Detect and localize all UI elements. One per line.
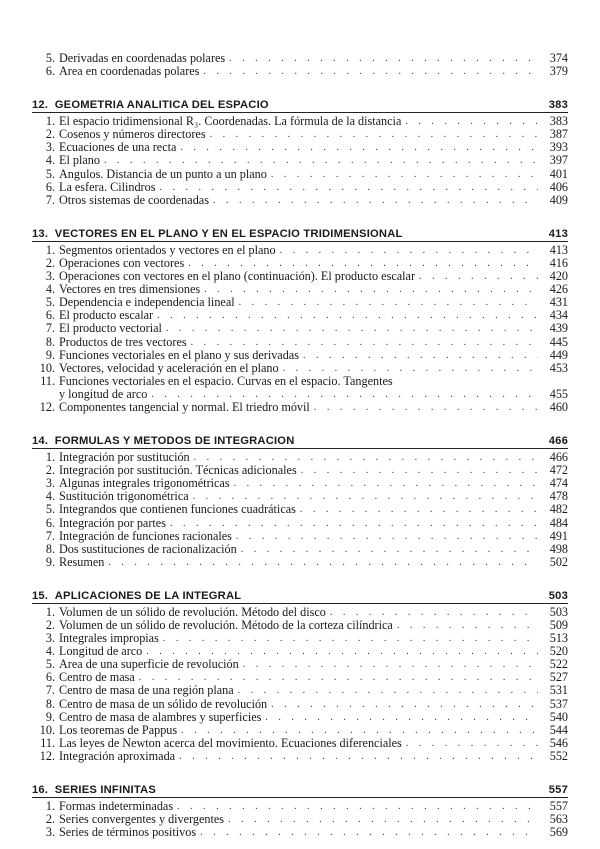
dot-leader [166,322,538,335]
chapter-heading-text [32,784,156,796]
entry-title-continued: y longitud de arco [59,386,148,401]
entry-title: La esfera. Cilindros [59,179,156,194]
entry-title: Otros sistemas de coordenadas [59,192,209,207]
entry-number: 8. [45,696,55,711]
chapter-heading-text [32,228,403,240]
toc-entry[interactable] [32,750,568,763]
toc-entry[interactable] [32,401,568,414]
dot-leader [234,477,538,490]
entry-page-number: 491 [549,528,568,543]
entry-title: Funciones vectoriales en el plano y sus derivadas [59,347,299,362]
dot-leader [314,401,538,414]
entry-page-number: 540 [549,709,568,724]
entry-title: Ecuaciones de una recta [59,140,177,155]
entry-page-number: 449 [549,347,568,362]
entry-number: 10. [39,722,55,737]
entry-page-number: 522 [549,657,568,672]
entry-number: 2. [45,463,55,478]
entry-page-number: 552 [549,748,568,763]
entry-page-number: 413 [549,242,568,257]
dot-leader [300,503,538,516]
chapter-heading[interactable] [32,779,568,796]
entry-number: 9. [45,709,55,724]
entry-page-number: 387 [549,127,568,142]
chapter-section [32,430,568,569]
entry-number: 1. [45,114,55,129]
entry-title: Integración por sustitución [59,450,190,465]
dot-leader [177,800,538,813]
entry-page-number: 498 [549,541,568,556]
dot-leader [157,309,538,322]
entry-page-number: 439 [549,321,568,336]
entry-title: Cosenos y números directores [59,127,206,142]
entry-page-number: 466 [549,450,568,465]
entry-page-number: 434 [549,308,568,323]
entry-page-number: 531 [549,683,568,698]
dot-leader [213,194,538,207]
entry-title: Productos de tres vectores [59,334,187,349]
entry-number: 5. [45,166,55,181]
dot-leader [204,283,538,296]
toc-entry[interactable] [32,684,568,697]
chapter-divider [32,241,568,242]
entry-page-number: 460 [549,399,568,414]
entry-page-number: 401 [549,166,568,181]
toc-entry[interactable] [32,556,568,569]
entry-title: Integrales impropias [59,631,159,646]
dot-leader [229,52,538,65]
chapter-page-number: 466 [548,435,568,448]
entry-number: 2. [45,255,55,270]
entry-page-number: 478 [549,489,568,504]
entry-title: Area de una superficie de revolución [59,657,239,672]
entry-number: 8. [45,334,55,349]
dot-leader [203,65,538,78]
chapter-section [32,52,568,78]
chapter-heading[interactable] [32,430,568,447]
entry-number: 10. [39,360,55,375]
entry-page-number: 546 [549,735,568,750]
entry-title: Centro de masa de un sólido de revolución [59,696,268,711]
toc-entry[interactable] [32,517,568,530]
entry-title: Volumen de un sólido de revolución. Método del disco [59,604,326,619]
chapter-title: VECTORES EN EL PLANO Y EN EL ESPACIO TRIDIMENSIONAL [54,227,403,240]
toc-entry[interactable] [32,530,568,543]
dot-leader [419,270,538,283]
entry-number: 9. [45,554,55,569]
toc-entry[interactable] [32,543,568,556]
toc-entry[interactable] [32,826,568,839]
chapter-number: 16. [32,784,49,797]
dot-leader [271,698,538,711]
entry-title: El producto vectorial [59,321,162,336]
table-of-contents [32,52,568,839]
toc-entry[interactable] [32,322,568,335]
entry-title: Operaciones con vectores en el plano (continuación). El producto escalar [59,269,415,284]
entry-title: Operaciones con vectores [59,255,185,270]
entry-number: 5. [45,657,55,672]
entry-title: Integración aproximada [59,748,176,763]
entry-page-number: 445 [549,334,568,349]
dot-leader [191,336,538,349]
entry-number: 6. [45,64,55,79]
entry-page-number: 453 [549,360,568,375]
entry-page-number: 544 [549,722,568,737]
entry-page-number: 409 [549,192,568,207]
entry-title: Series de términos positivos [59,825,197,840]
entry-number: 4. [45,282,55,297]
entry-page-number: 426 [549,282,568,297]
dot-leader [283,362,538,375]
chapter-section [32,94,568,207]
entry-page-number: 416 [549,255,568,270]
entry-title: Centro de masa [59,670,135,685]
dot-leader [236,530,538,543]
entry-number: 7. [45,321,55,336]
entry-title: Integración por sustitución. Técnicas adicionales [59,463,297,478]
entry-page-number: 502 [549,554,568,569]
toc-entry[interactable] [32,154,568,167]
dot-leader [179,750,538,763]
chapter-number: 12. [32,99,49,112]
entry-page-number: 406 [549,179,568,194]
entry-title: Longitud de arco [59,644,143,659]
chapter-heading[interactable] [32,94,568,111]
entry-title: Dependencia e independencia lineal [59,295,235,310]
entry-title: Segmentos orientados y vectores en el plano [59,242,276,257]
entry-title: Sustitución trigonométrica [59,489,189,504]
toc-entry[interactable] [32,724,568,737]
entry-page-number: 513 [549,631,568,646]
entry-page-number: 383 [549,114,568,129]
entry-number: 5. [45,295,55,310]
entry-number: 4. [45,644,55,659]
toc-entry[interactable] [32,349,568,362]
entry-number: 4. [45,489,55,504]
chapter-number: 13. [32,227,49,240]
chapter-heading[interactable] [32,223,568,240]
chapter-divider [32,603,568,604]
dot-leader [163,632,538,645]
toc-entry[interactable] [32,181,568,194]
entry-page-number: 520 [549,644,568,659]
entry-number: 5. [45,502,55,517]
dot-leader [271,168,538,181]
entry-number: 12. [39,748,55,763]
dot-leader [170,517,538,530]
dot-leader [159,181,538,194]
entry-title: Centro de masa de alambres y superficies [59,709,262,724]
entry-number: 1. [45,242,55,257]
dot-leader [280,244,538,257]
chapter-heading-text [32,99,269,111]
entry-title: Algunas integrales trigonométricas [59,476,230,491]
chapter-section [32,585,568,763]
entry-number: 2. [45,812,55,827]
entry-number: 6. [45,670,55,685]
chapter-number: 14. [32,435,49,448]
entry-number: 3. [45,825,55,840]
entry-number: 11. [40,373,55,388]
toc-entry[interactable] [32,698,568,711]
entry-number: 1. [45,604,55,619]
entry-number: 6. [45,515,55,530]
dot-leader [151,388,538,401]
toc-entry[interactable] [32,711,568,724]
entry-page-number: 379 [549,64,568,79]
entry-title: Centro de masa de una región plana [59,683,234,698]
entry-number: 7. [45,683,55,698]
entry-title: Resumen [59,554,105,569]
chapter-title: FORMULAS Y METODOS DE INTEGRACION [54,435,295,448]
chapter-page-number: 503 [548,589,568,602]
entry-number: 2. [45,127,55,142]
entry-title: Integración de funciones racionales [59,528,232,543]
dot-leader [241,543,538,556]
entry-page-number: 557 [549,799,568,814]
dot-leader [181,724,538,737]
chapter-section [32,779,568,839]
entry-title: Vectores, velocidad y aceleración en el plano [59,360,279,375]
entry-number: 5. [45,51,55,65]
dot-leader [405,115,538,128]
entry-title: Vectores en tres dimensiones [59,282,201,297]
entry-page-number: 563 [549,812,568,827]
dot-leader [104,154,538,167]
chapter-heading-text [32,590,241,602]
entry-title: Dos sustituciones de racionalización [59,541,237,556]
dot-leader [265,711,538,724]
entry-number: 3. [45,269,55,284]
entry-page-number: 397 [549,153,568,168]
dot-leader [243,658,538,671]
dot-leader [239,296,538,309]
entry-number: 11. [40,735,55,750]
entry-number: 7. [45,192,55,207]
entry-title: Derivadas en coordenadas polares [59,51,226,65]
entry-page-number: 474 [549,476,568,491]
toc-entry[interactable] [32,194,568,207]
entry-number: 8. [45,541,55,556]
entry-page-number: 455 [549,386,568,401]
dot-leader [108,556,538,569]
entry-number: 2. [45,618,55,632]
chapter-page-number: 557 [548,784,568,797]
entry-title: El plano [59,153,100,168]
entry-title: Componentes tangencial y normal. El triedro móvil [59,399,310,414]
dot-leader [200,826,538,839]
chapter-heading[interactable] [32,585,568,602]
dot-leader [238,684,538,697]
chapter-number: 15. [32,589,49,602]
entry-page-number: 537 [549,696,568,711]
dot-leader [228,813,538,826]
dot-leader [397,619,538,632]
entry-number: 3. [45,140,55,155]
toc-entry[interactable] [32,503,568,516]
entry-number: 3. [45,476,55,491]
entry-title: El espacio tridimensional R₃. Coordenadas. La fórmula de la distancia [59,114,402,129]
chapter-page-number: 413 [548,227,568,240]
entry-title: Angulos. Distancia de un punto a un plano [59,166,267,181]
entry-title: Integración por partes [59,515,166,530]
entry-title: Formas indeterminadas [59,799,174,814]
toc-entry[interactable] [32,168,568,181]
entry-page-number: 472 [549,463,568,478]
entry-title: Area en coordenadas polares [59,64,200,79]
entry-number: 3. [45,631,55,646]
entry-number: 1. [45,450,55,465]
entry-number: 12. [39,399,55,414]
entry-page-number: 484 [549,515,568,530]
entry-title: Series convergentes y divergentes [59,812,225,827]
dot-leader [303,349,538,362]
entry-title: El producto escalar [59,308,154,323]
toc-entry[interactable] [32,141,568,154]
entry-number: 6. [45,308,55,323]
entry-page-number: 431 [549,295,568,310]
entry-number: 4. [45,153,55,168]
chapter-divider [32,797,568,798]
entry-page-number: 420 [549,269,568,284]
entry-number: 9. [45,347,55,362]
entry-page-number: 503 [549,604,568,619]
entry-page-number: 509 [549,618,568,632]
entry-page-number: 374 [549,51,568,65]
dot-leader [406,737,538,750]
entry-page-number: 393 [549,140,568,155]
toc-entry[interactable] [32,375,568,401]
entry-number: 7. [45,528,55,543]
chapter-title: GEOMETRIA ANALITICA DEL ESPACIO [54,99,269,112]
entry-title: Los teoremas de Pappus [59,722,178,737]
toc-entry[interactable] [32,65,568,78]
chapter-divider [32,112,568,113]
entry-page-number: 527 [549,670,568,685]
entry-title: Las leyes de Newton acerca del movimiento. Ecuaciones diferenciales [59,735,402,750]
entry-number: 6. [45,179,55,194]
toc-entry[interactable] [32,737,568,750]
dot-leader [180,141,538,154]
dot-leader [301,464,538,477]
entry-title: Integrandos que contienen funciones cuadráticas [59,502,296,517]
chapter-title: SERIES INFINITAS [54,784,156,797]
entry-title: Volumen de un sólido de revolución. Método de la corteza cilíndrica [59,618,393,632]
chapter-heading-text [32,435,294,447]
entry-page-number: 569 [549,825,568,840]
chapter-title: APLICACIONES DE LA INTEGRAL [54,589,242,602]
toc-entry[interactable] [32,362,568,375]
entry-number: 1. [45,799,55,814]
dot-leader [210,128,538,141]
chapter-page-number: 383 [548,99,568,112]
entry-page-number: 482 [549,502,568,517]
toc-entry[interactable] [32,244,568,257]
entry-title: Funciones vectoriales en el espacio. Curvas en el espacio. Tangentes [59,373,393,388]
chapter-divider [32,448,568,449]
chapter-section [32,223,568,414]
toc-entry[interactable] [32,336,568,349]
